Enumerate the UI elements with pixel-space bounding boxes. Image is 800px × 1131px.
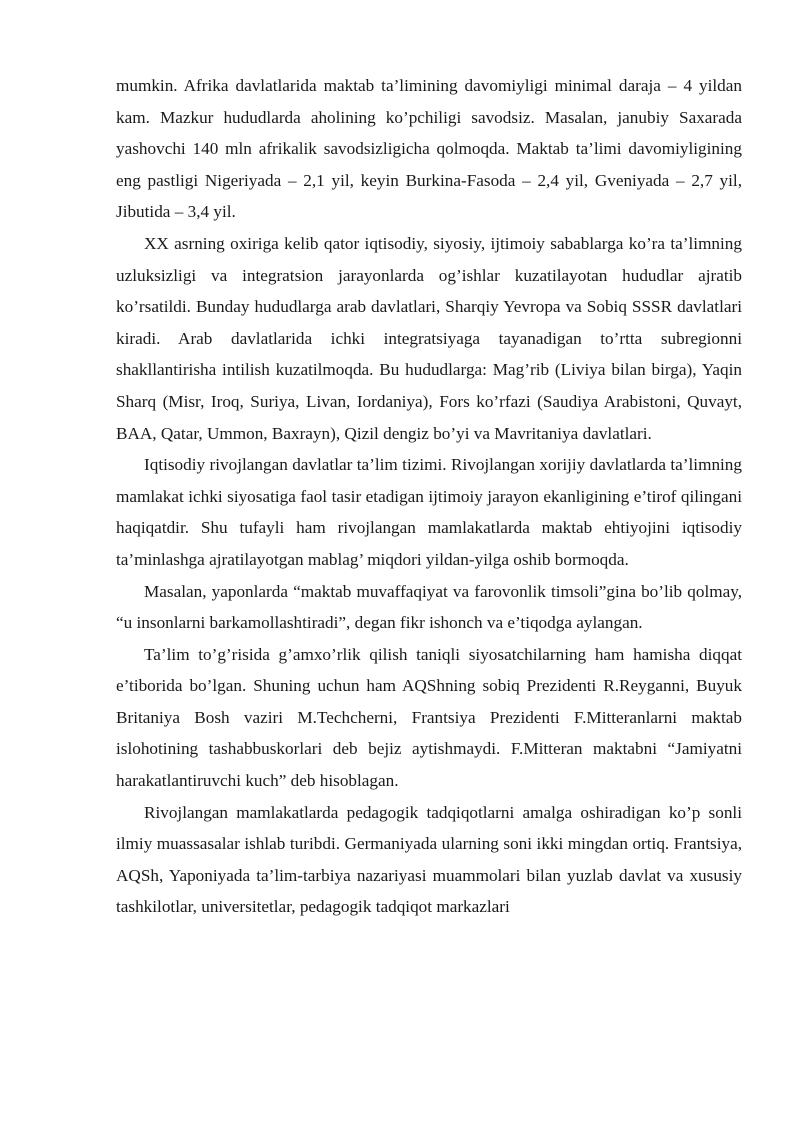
paragraph-research-institutions: Rivojlangan mamlakatlarda pedagogik tadqiqotlarni amalga oshiradigan ko’p sonli ilmiy muassasalar ishlab turibdi. Germaniyada ularning soni ikki mingdan ortiq. Frantsiya, AQSh, Yaponiyada ta’lim-tarbiya nazariyasi muammolari bilan yuzlab davlat va xususiy tashkilotlar, universitetlar, pedagogik tadqiqot markazlari (116, 802, 742, 917)
paragraph-regional-deviations: XX asrning oxiriga kelib qator iqtisodiy, siyosiy, ijtimoiy sabablarga ko’ra ta’limning uzluksizligi va integratsion jarayonlarda og’ishlar kuzatilayotan hududlar ajratib ko’rsatildi. Bunday hududlarga arab davlatlari, Sharqiy Yevropa va Sobiq SSSR davlatlari kiradi. Arab davlatlarida ichki integratsiyaga tayanadigan to’rtta subregionni shakllantirisha intilish kuzatilmoqda. Bu hududlarga: Mag’rib (Liviya bilan birga), Yaqin Sharq (Misr, Iroq, Suriya, Livan, Iordaniya), Fors ko’rfazi (Saudiya Arabistoni, Quvayt, BAA, Qatar, Ummon, Baxrayn), Qizil dengiz bo’yi va Mavritaniya davlatlari. (116, 233, 742, 443)
paragraph-africa-education: mumkin. Afrika davlatlarida maktab ta’limining davomiyligi minimal daraja – 4 yildan kam. Mazkur hududlarda aholining ko’pchiligi savodsiz. Masalan, janubiy Saxarada yashovchi 140 mln afrikalik savodsizligicha qolmoqda. Maktab ta’limi davomiyligining eng pastligi Nigeriyada – 2,1 yil, keyin Burkina-Fasoda – 2,4 yil, Gveniyada – 2,7 yil, Jibutida – 3,4 yil. (116, 76, 742, 222)
paragraph-japan-example: Masalan, yaponlarda “maktab muvaffaqiyat va farovonlik timsoli”gina bo’lib qolmay, “u insonlarni barkamollashtiradi”, degan fikr ishonch va e’tiqodga aylangan. (116, 581, 742, 633)
paragraph-developed-countries: Iqtisodiy rivojlangan davlatlar ta’lim tizimi. Rivojlangan xorijiy davlatlarda ta’limning mamlakat ichki siyosatiga faol tasir etadigan ijtimoiy jarayon ekanligining e’tirof qilingani haqiqatdir. Shu tufayli ham rivojlangan mamlakatlarda maktab ehtiyojini iqtisodiy ta’minlashga ajratilayotgan mablag’ miqdori yildan-yilga oshib bormoqda. (116, 455, 742, 569)
paragraph-politicians: Ta’lim to’g’risida g’amxo’rlik qilish taniqli siyosatchilarning ham hamisha diqqat e’tiborida bo’lgan. Shuning uchun ham AQShning sobiq Prezidenti R.Reyganni, Buyuk Britaniya Bosh vaziri M.Techcherni, Frantsiya Prezidenti F.Mitteranlarni maktab islohotining tashabbuskorlari deb bejiz aytishmaydi. F.Mitteran maktabni “Jamiyatni harakatlantiruvchi kuch” deb hisoblagan. (116, 644, 742, 791)
document-page (116, 70, 742, 923)
